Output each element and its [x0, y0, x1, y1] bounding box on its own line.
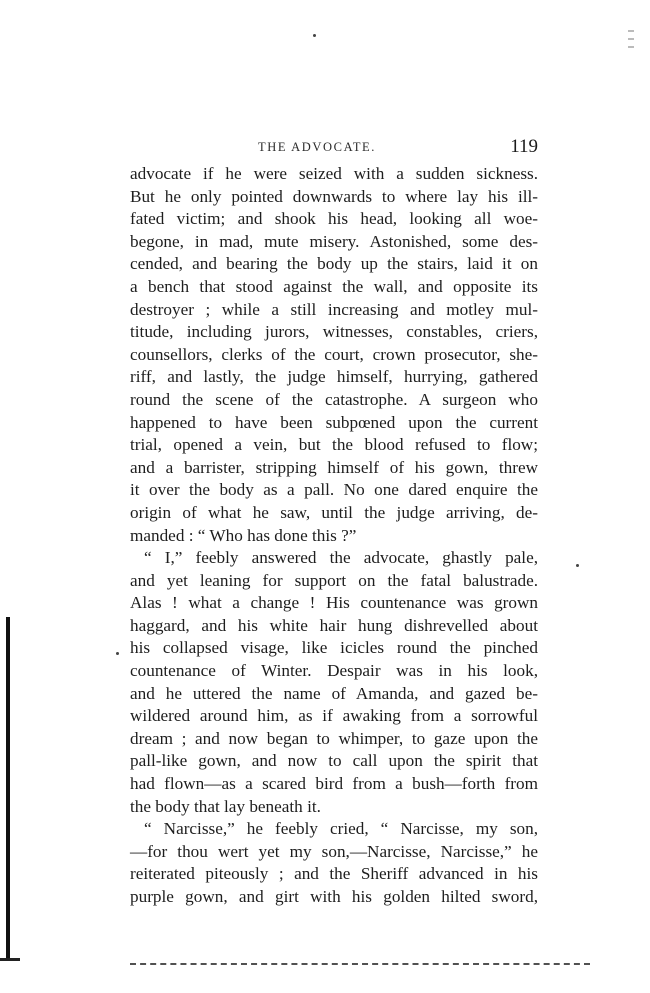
text-line: had flown—as a scared bird from a bush—forth from [130, 774, 538, 794]
page-edge-marks [628, 30, 638, 70]
binding-edge-foot [0, 958, 20, 961]
text-line: cended, and bearing the body up the stairs, laid it on [130, 254, 538, 274]
text-line: destroyer ; while a still increasing and motley mul- [130, 299, 538, 319]
text-line: and he uttered the name of Amanda, and gazed be- [130, 683, 538, 703]
text-line: —for thou wert yet my son,—Narcisse, Narcisse,” he [130, 841, 538, 861]
text-line: “ I,” feebly answered the advocate, ghastly pale, [144, 548, 538, 568]
text-line: it over the body as a pall. No one dared enquire the [130, 480, 538, 500]
text-line: counsellors, clerks of the court, crown prosecutor, she- [130, 344, 538, 364]
text-line: dream ; and now began to whimper, to gaze upon the [130, 728, 538, 748]
text-line: wildered around him, as if awaking from a sorrowful [130, 706, 538, 726]
text-line: happened to have been subpœned upon the current [130, 412, 538, 432]
text-line: titude, including jurors, witnesses, constables, criers, [130, 322, 538, 342]
text-line: pall-like gown, and now to call upon the spirit that [130, 751, 538, 771]
running-head [130, 136, 540, 162]
text-line: Alas ! what a change ! His countenance was grown [130, 593, 538, 613]
text-line: origin of what he saw, until the judge arriving, de- [130, 502, 538, 522]
ink-speck [116, 652, 119, 655]
text-line: fated victim; and shook his head, looking all woe- [130, 209, 538, 229]
body-text [130, 163, 538, 909]
text-line: and yet leaning for support on the fatal balustrade. [130, 570, 538, 590]
text-line: countenance of Winter. Despair was in his look, [130, 661, 538, 681]
text-line: the body that lay beneath it. [130, 796, 321, 816]
text-line: purple gown, and girt with his golden hilted sword, [130, 887, 538, 906]
text-line: trial, opened a vein, but the blood refused to flow; [130, 435, 538, 455]
text-line: reiterated piteously ; and the Sheriff advanced in his [130, 864, 538, 884]
text-line: “ Narcisse,” he feebly cried, “ Narcisse, my son, [144, 819, 538, 839]
page-number: 119 [510, 136, 538, 157]
text-line: his collapsed visage, like icicles round the pinched [130, 638, 538, 658]
text-line: a bench that stood against the wall, and opposite its [130, 276, 538, 296]
text-line: advocate if he were seized with a sudden sickness. [130, 164, 538, 183]
ink-speck [576, 564, 579, 567]
text-line: haggard, and his white hair hung dishrevelled about [130, 615, 538, 635]
bottom-scan-rule [130, 963, 590, 965]
text-line: riff, and lastly, the judge himself, hurrying, gathered [130, 367, 538, 387]
binding-edge-shadow [6, 617, 10, 961]
text-line: round the scene of the catastrophe. A surgeon who [130, 389, 538, 409]
text-line: manded : “ Who has done this ?” [130, 525, 357, 545]
text-line: But he only pointed downwards to where lay his ill- [130, 186, 538, 206]
running-title: THE ADVOCATE. [258, 140, 377, 154]
text-line: begone, in mad, mute misery. Astonished, some des- [130, 231, 538, 251]
ink-speck [313, 34, 316, 37]
text-line: and a barrister, stripping himself of his gown, threw [130, 457, 538, 477]
